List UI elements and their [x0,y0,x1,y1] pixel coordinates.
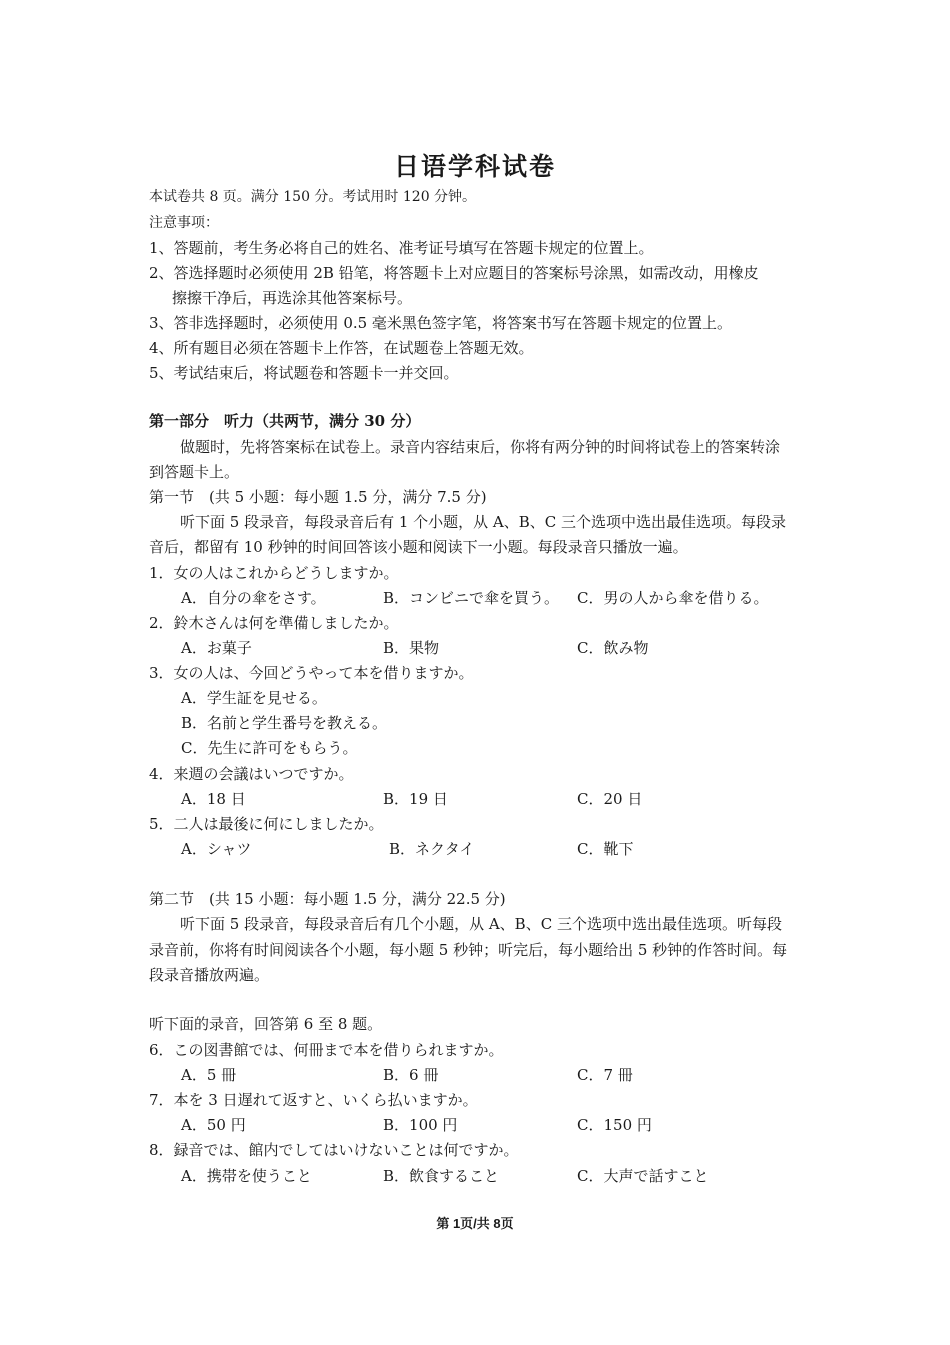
notice-item-continued: 擦擦干净后，再选涂其他答案标号。 [172,289,413,307]
question-7-option-b: B．100 円 [383,1116,458,1134]
question-3-option-c: C．先生に許可をもらう。 [181,739,358,757]
notice-label: 注意事项： [149,215,219,231]
section2-description: 录音前，你将有时间阅读各个小题，每小题 5 秒钟；听完后，每小题给出 5 秒钟的作答时间。每 [149,941,788,959]
question-3: 3．女の人は、今回どうやって本を借りますか。 [149,664,474,682]
question-7-option-c: C．150 円 [577,1116,652,1134]
exam-intro: 本试卷共 8 页。满分 150 分。考试用时 120 分钟。 [149,189,477,205]
notice-item: 1、答题前，考生务必将自己的姓名、准考证号填写在答题卡规定的位置上。 [149,239,654,257]
question-7: 7．本を 3 日遅れて返すと、いくら払いますか。 [149,1091,478,1109]
question-2-option-a: A．お菓子 [181,639,252,657]
question-4-option-b: B．19 日 [383,790,448,808]
part1-heading: 第一部分 听力（共两节，满分 30 分） [149,412,421,430]
question-5-option-b: B．ネクタイ [389,840,475,858]
question-5: 5．二人は最後に何にしましたか。 [149,815,384,833]
question-5-option-a: A．シャツ [181,840,252,858]
question-6-option-b: B．6 冊 [383,1066,439,1084]
question-3-option-a: A．学生証を見せる。 [181,689,327,707]
question-8-option-b: B．飲食すること [383,1167,500,1185]
part1-description: 做题时，先将答案标在试卷上。录音内容结束后，你将有两分钟的时间将试卷上的答案转涂 [180,438,781,456]
question-4-option-a: A．18 日 [181,790,246,808]
question-2-option-b: B．果物 [383,639,440,657]
question-4-option-c: C．20 日 [577,790,643,808]
question-6-option-a: A．5 冊 [181,1066,237,1084]
page-footer: 第 1页/共 8页 [436,1216,514,1231]
section2-description: 听下面 5 段录音，每段录音后有几个小题，从 A、B、C 三个选项中选出最佳选项。听每段 [180,915,782,933]
notice-item: 5、考试结束后，将试题卷和答题卡一并交回。 [149,364,459,382]
section2-instruction: 听下面的录音，回答第 6 至 8 题。 [149,1015,383,1033]
question-1: 1．女の人はこれからどうしますか。 [149,564,399,582]
question-7-option-a: A．50 円 [181,1116,246,1134]
notice-item: 4、所有题目必须在答题卡上作答，在试题卷上答题无效。 [149,339,534,357]
question-8-option-c: C．大声で話すこと [577,1167,709,1185]
exam-title: 日语学科试卷 [393,152,556,181]
question-4: 4．来週の会議はいつですか。 [149,765,354,783]
question-6-option-c: C．7 冊 [577,1066,633,1084]
notice-item: 3、答非选择题时，必须使用 0.5 毫米黑色签字笔，将答案书写在答题卡规定的位置上。 [149,314,732,332]
question-1-option-a: A．自分の傘をさす。 [181,589,326,607]
section1-description: 音后，都留有 10 秒钟的时间回答该小题和阅读下一小题。每段录音只播放一遍。 [149,538,688,556]
section1-description: 听下面 5 段录音，每段录音后有 1 个小题，从 A、B、C 三个选项中选出最佳选项。每段录 [180,513,787,531]
question-8-option-a: A．携帯を使うこと [181,1167,312,1185]
section2-heading: 第二节 (共 15 小题：每小题 1.5 分，满分 22.5 分) [149,890,506,908]
question-1-option-b: B．コンビニで傘を買う。 [383,589,560,607]
question-2: 2．鈴木さんは何を準備しましたか。 [149,614,399,632]
question-8: 8．録音では、館内でしてはいけないことは何ですか。 [149,1141,519,1159]
question-1-option-c: C．男の人から傘を借りる。 [577,589,769,607]
section1-heading: 第一节 (共 5 小题：每小题 1.5 分，满分 7.5 分) [149,488,487,506]
part1-description: 到答题卡上。 [149,463,240,481]
question-3-option-b: B．名前と学生番号を教える。 [181,714,388,732]
question-6: 6．この図書館では、何冊まで本を借りられますか。 [149,1041,504,1059]
question-2-option-c: C．飲み物 [577,639,649,657]
notice-item: 2、答选择题时必须使用 2B 铅笔，将答题卡上对应题目的答案标号涂黑，如需改动，用橡皮 [149,264,759,282]
question-5-option-c: C．靴下 [577,840,634,858]
section2-description: 段录音播放两遍。 [149,966,270,984]
